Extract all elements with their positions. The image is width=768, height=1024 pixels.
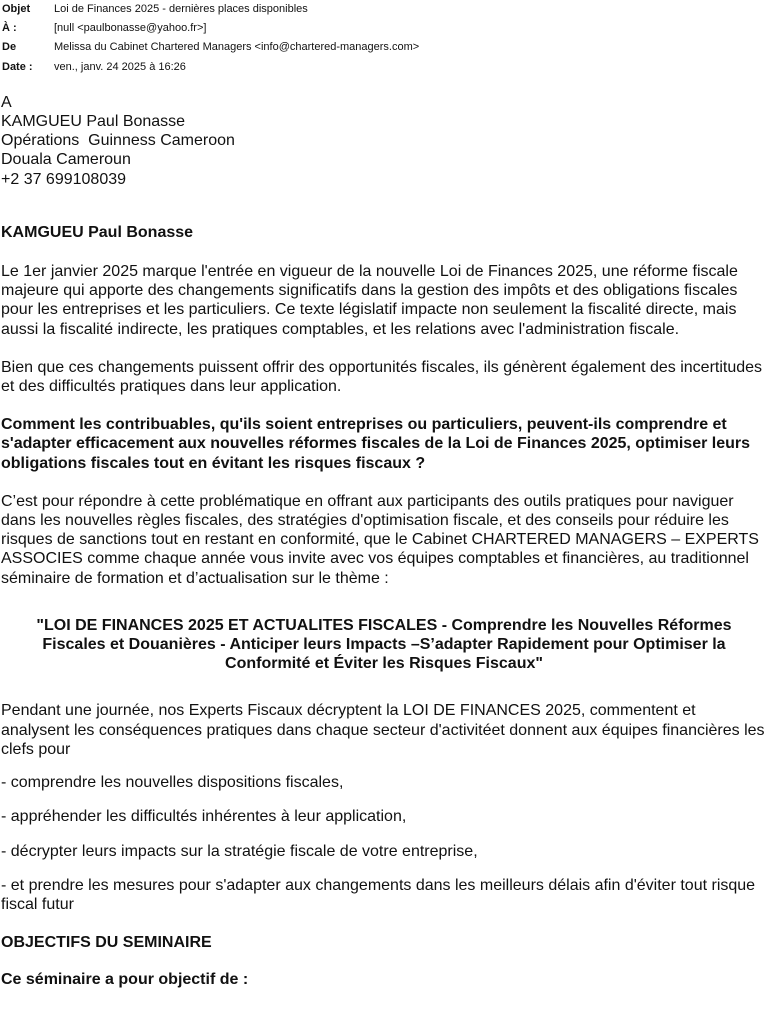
invitation-paragraph: C’est pour répondre à cette problématique en offrant aux participants des outils pratiques pour naviguer dans les nouvelles règles fiscales, des stratégies d'optimisation fiscale, et des conseils pour réduire les risques de sanctions tout en restant en conformité, que le Cabinet CHARTERED MANAGERS – EXPERTS ASSOCIES comme chaque année vous invite avec vos équipes comptables et financières, au traditionnel séminaire de formation et d’actualisation sur le thème : (1, 492, 759, 587)
date-value: ven., janv. 24 2025 à 16:26 (54, 60, 186, 73)
subject-label: Objet (2, 3, 31, 15)
address-line: Douala Cameroun (1, 151, 131, 169)
from-label: De (2, 41, 17, 54)
program-paragraph: Pendant une journée, nos Experts Fiscaux décryptent la LOI DE FINANCES 2025, commentent et analysent les conséquences pratiques dans chaque secteur d'activitéet donnent aux équipes financières les clefs pour (1, 702, 765, 758)
from-row (2, 38, 766, 57)
email-header (0, 0, 768, 77)
greeting: KAMGUEU Paul Bonasse (1, 223, 194, 241)
date-label: Date : (2, 60, 33, 73)
opportunities-paragraph: Bien que ces changements puissent offrir des opportunités fiscales, ils génèrent également des incertitudes et des difficultés pratiques dans leur application. (1, 358, 763, 396)
address-line: Opérations Guinness Cameroon (1, 132, 235, 150)
list-item: - décrypter leurs impacts sur la stratégie fiscale de votre entreprise, (1, 842, 478, 860)
from-value[interactable]: Melissa du Cabinet Chartered Managers <info@chartered-managers.com> (54, 41, 420, 54)
list-item: - comprendre les nouvelles dispositions fiscales, (1, 774, 344, 792)
subject-value: Loi de Finances 2025 - dernières places disponibles (54, 3, 308, 15)
list-item: - et prendre les mesures pour s'adapter aux changements dans les meilleurs délais afin d'éviter tout risque fiscal futur (1, 876, 756, 913)
to-label: À : (2, 22, 17, 35)
to-value[interactable]: [null <paulbonasse@yahoo.fr>] (54, 22, 207, 35)
seminar-theme: "LOI DE FINANCES 2025 ET ACTUALITES FISCALES - Comprendre les Nouvelles Réformes Fiscales et Douanières - Anticiper leurs Impacts –S’adapter Rapidement pour Optimiser la Conformité et Éviter les Risques Fiscaux" (36, 616, 732, 673)
email-body (0, 93, 768, 990)
recipient-address (1, 93, 767, 189)
address-line: KAMGUEU Paul Bonasse (1, 113, 186, 131)
objectives-heading: OBJECTIFS DU SEMINAIRE (1, 934, 212, 952)
key-question: Comment les contribuables, qu'ils soient entreprises ou particuliers, peuvent-ils comprendre et s'adapter efficacement aux nouvelles réformes fiscales de la Loi de Finances 2025, optimiser leurs obligations fiscales tout en évitant les risques fiscaux ? (1, 416, 751, 472)
date-row (2, 58, 766, 77)
address-line: +2 37 699108039 (1, 170, 127, 188)
to-row (2, 19, 766, 38)
subject-row (2, 0, 766, 19)
objectives-intro: Ce séminaire a pour objectif de : (1, 971, 249, 989)
address-line: A (1, 93, 12, 111)
list-item: - appréhender les difficultés inhérentes à leur application, (1, 808, 407, 826)
intro-paragraph: Le 1er janvier 2025 marque l'entrée en vigueur de la nouvelle Loi de Finances 2025, une réforme fiscale majeure qui apporte des changements significatifs dans la gestion des impôts et des obligations fiscales pour les entreprises et les particuliers. Ce texte législatif impacte non seulement la fiscalité directe, mais aussi la fiscalité indirecte, les pratiques comptables, et les relations avec l'administration fiscale. (1, 263, 738, 338)
